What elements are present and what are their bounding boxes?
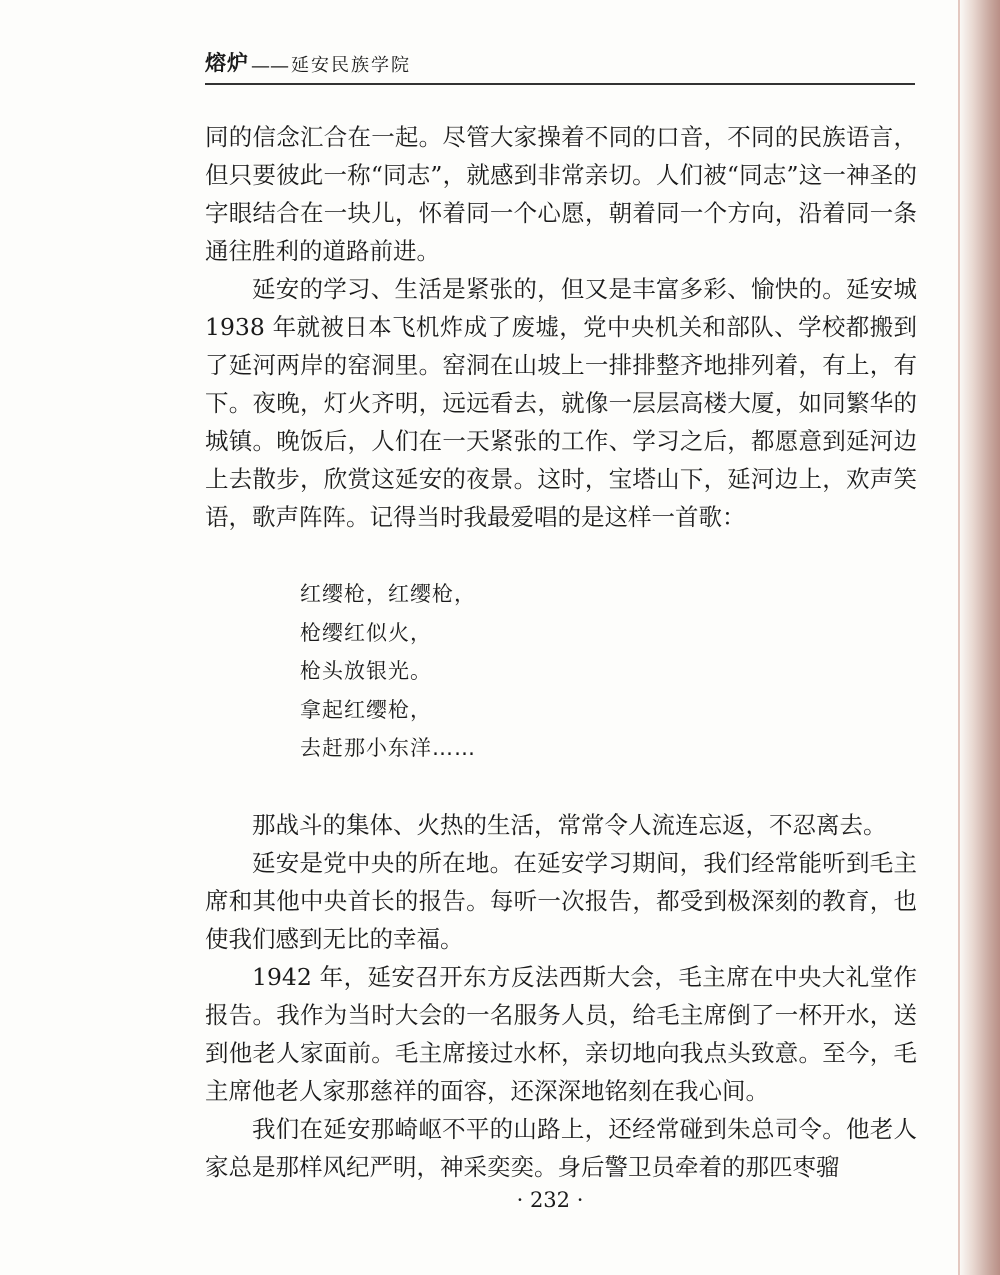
header-dash: —— <box>251 55 289 77</box>
song-lyrics <box>300 575 476 768</box>
lyric-line: 去赶那小东洋…… <box>300 736 476 760</box>
lyric-line: 枪缨红似火， <box>300 620 432 645</box>
lyric-line: 枪头放银光。 <box>300 659 432 683</box>
paragraph: 那战斗的集体、火热的生活，常常令人流连忘返，不忍离去。 <box>252 811 887 839</box>
lyric-line: 拿起红缨枪， <box>300 697 432 722</box>
paragraph: 同的信念汇合在一起。尽管大家操着不同的口音，不同的民族语言，但只要彼此一称“同志”，就感到非常亲切。人们被“同志”这一神圣的字眼结合在一块儿，怀着同一个心愿，朝着同一个方向，沿着同一条通往胜利的道路前进。 <box>205 123 917 265</box>
paragraph: 延安的学习、生活是紧张的，但又是丰富多彩、愉快的。延安城 1938 年就被日本飞机炸成了废墟，党中央机关和部队、学校都搬到了延河两岸的窑洞里。窑洞在山坡上一排排整齐地排列着，有上，有下。夜晚，灯火齐明，远远看去，就像一层层高楼大厦，如同繁华的城镇。晚饭后，人们在一天紧张的工作、学习之后，都愿意到延河边上去散步，欣赏这延安的夜景。这时，宝塔山下，延河边上，欢声笑语，歌声阵阵。记得当时我最爱唱的是这样一首歌： <box>205 275 917 531</box>
paragraph: 1942 年，延安召开东方反法西斯大会，毛主席在中央大礼堂作报告。我作为当时大会的一名服务人员，给毛主席倒了一杯开水，送到他老人家面前。毛主席接过水杯，亲切地向我点头致意。至今，毛主席他老人家那慈祥的面容，还深深地铭刻在我心间。 <box>205 963 917 1105</box>
paragraph: 延安是党中央的所在地。在延安学习期间，我们经常能听到毛主席和其他中央首长的报告。每听一次报告，都受到极深刻的教育，也使我们感到无比的幸福。 <box>205 849 917 953</box>
paragraph: 我们在延安那崎岖不平的山路上，还经常碰到朱总司令。他老人家总是那样风纪严明，神采奕奕。身后警卫员牵着的那匹枣骝 <box>205 1115 917 1181</box>
header-title: 熔炉 <box>205 50 249 75</box>
body-text-top <box>205 118 917 536</box>
lyric-line: 红缨枪，红缨枪， <box>300 582 476 606</box>
header-subtitle: 延安民族学院 <box>291 55 411 76</box>
running-header <box>205 45 915 85</box>
page-number: · 232 · <box>516 1188 584 1212</box>
spine-shadow <box>958 0 1000 1275</box>
body-text-bottom <box>205 806 917 1186</box>
